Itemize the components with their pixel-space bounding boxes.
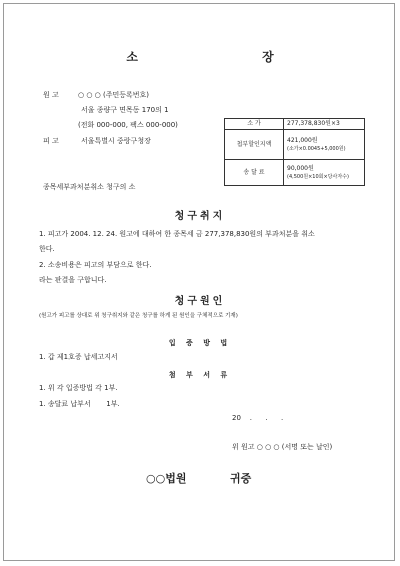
court-name: ○○법원 xyxy=(146,472,187,485)
claim-cause-note: (원고가 피고를 상대로 위 청구취지와 같은 청구를 하게 된 원인을 구체적으로 기재) xyxy=(39,313,238,319)
fee-note: (소가×0.0045+5,000원) xyxy=(287,145,346,152)
fee-label: 첩부할인지액 xyxy=(225,130,284,160)
attachment-item: 1. 송달료 납부서 1부. xyxy=(39,400,120,408)
claim-item: 한다. xyxy=(39,245,55,253)
claim-item: 1. 피고가 2004. 12. 24. 원고에 대하여 한 종목세 금 277,378,830원의 부과처분을 취소 xyxy=(39,230,315,238)
fee-cell xyxy=(284,130,365,160)
claim-purpose-heading: 청구취지 xyxy=(174,211,226,222)
fee-note: (4,500원×10회×당사자수) xyxy=(287,173,349,180)
fee-label: 소 가 xyxy=(225,119,284,130)
plaintiff-contact: (전화 000-000, 팩스 000-000) xyxy=(78,121,178,129)
defendant-label: 피 고 xyxy=(43,137,59,145)
fee-value: 421,000원 xyxy=(287,136,318,144)
plaintiff-address: 서울 종량구 면목동 170의 1 xyxy=(81,106,169,114)
claim-cause-heading: 청구원인 xyxy=(174,296,226,307)
date-line: 20 . . . xyxy=(232,414,284,422)
claim-item: 라는 판결을 구합니다. xyxy=(39,276,107,284)
claim-item: 2. 소송비용은 피고의 부담으로 한다. xyxy=(39,261,152,269)
fee-row-service xyxy=(225,160,365,186)
case-name: 종목세부과처분취소 청구의 소 xyxy=(43,183,136,191)
fee-row-value xyxy=(225,119,365,130)
fee-value: 277,378,830원×3 xyxy=(284,119,365,130)
fee-table xyxy=(224,118,365,186)
fee-label: 송 달 료 xyxy=(225,160,284,186)
signature-line: 위 원고 ○ ○ ○ (서명 또는 날인) xyxy=(232,443,333,451)
fee-cell xyxy=(284,160,365,186)
attachments-heading: 첨 부 서 류 xyxy=(168,371,232,379)
plaintiff-label: 원 고 xyxy=(43,91,59,99)
court-suffix: 귀중 xyxy=(230,472,252,485)
document-title: 소 장 xyxy=(126,50,334,64)
fee-row-stamp xyxy=(225,130,365,160)
defendant-name: 서울특별시 중랑구청장 xyxy=(81,137,151,145)
evidence-item: 1. 갑 제1호증 납세고지서 xyxy=(39,353,118,361)
plaintiff-name: ○ ○ ○ (주민등록번호) xyxy=(78,91,150,99)
evidence-heading: 입 증 방 법 xyxy=(168,339,232,347)
fee-value: 90,000원 xyxy=(287,164,314,172)
attachment-item: 1. 위 각 입증방법 각 1부. xyxy=(39,384,118,392)
